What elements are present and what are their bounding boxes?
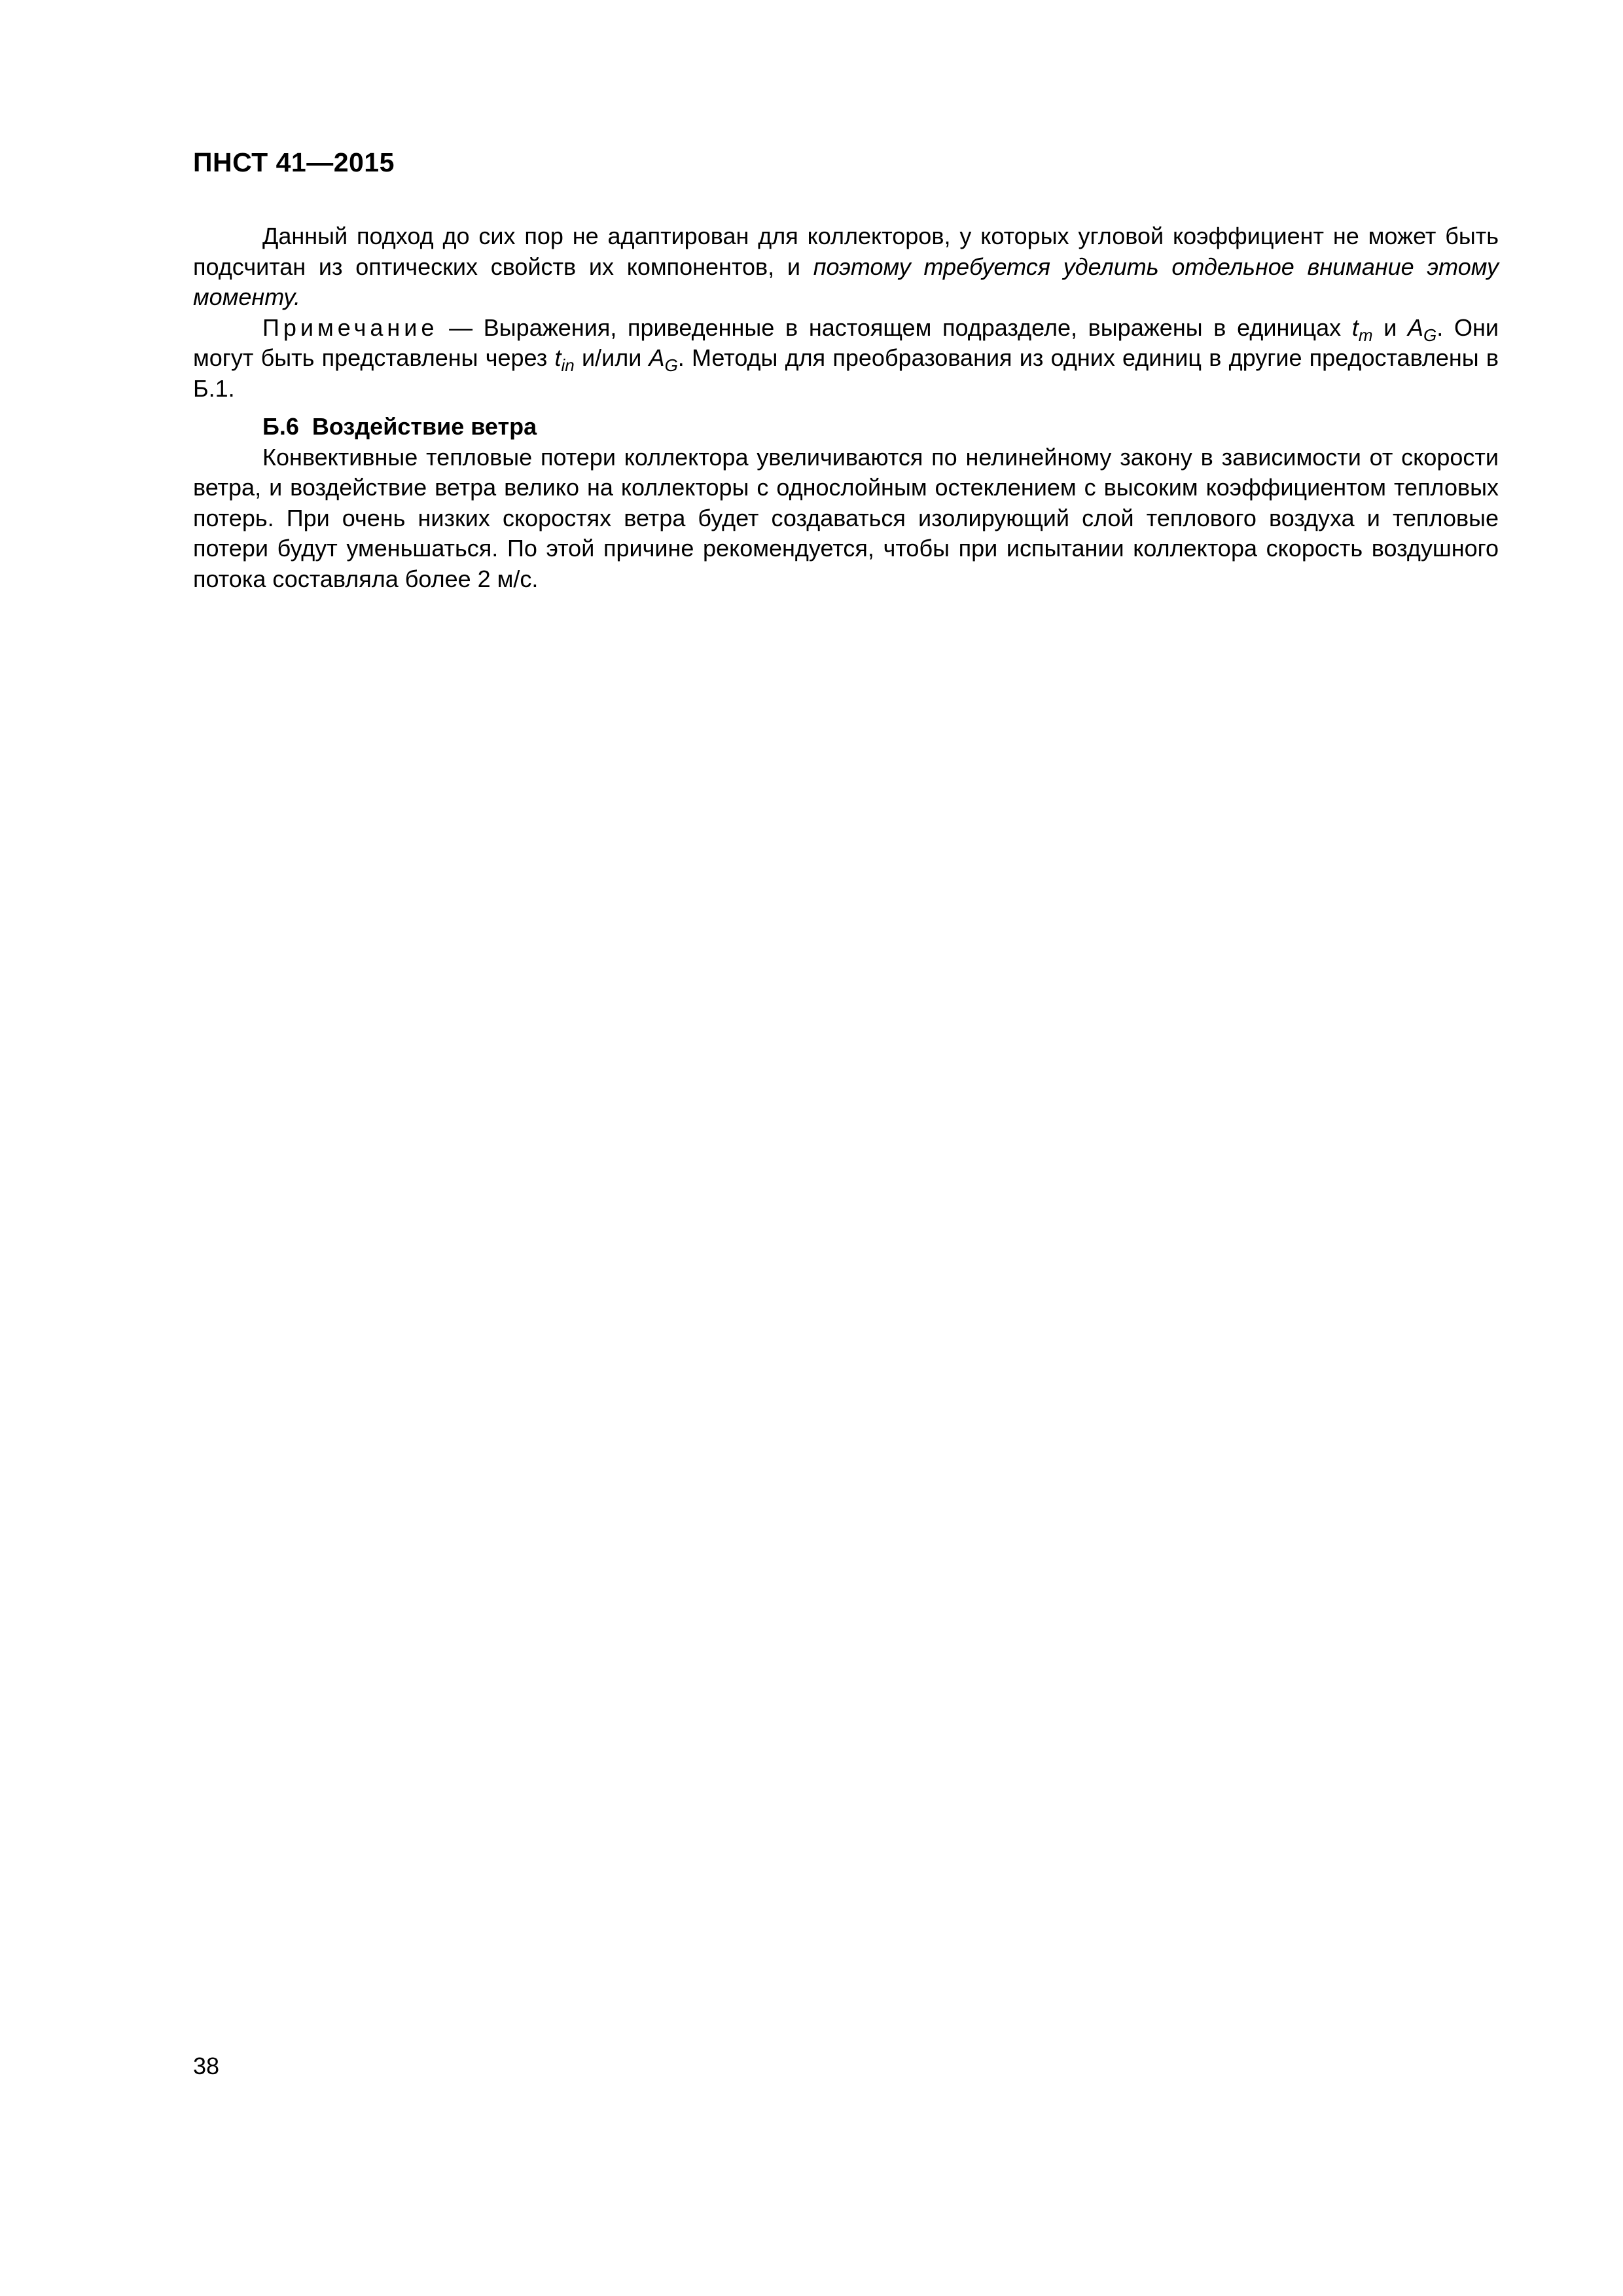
note-paragraph (193, 313, 1499, 404)
paragraph-adaptation-text: Данный подход до сих пор не адаптирован для коллекторов, у которых угловой коэффициент не может быть подсчитан из оптических свойств их компонентов, и (193, 223, 1499, 280)
note-variable-t-in: $t_{in}$ (554, 344, 575, 375)
note-dash: — (438, 314, 484, 341)
note-variable-a-g-2: $A_G$ (649, 344, 678, 375)
page-number: 38 (193, 2053, 220, 2079)
note-variable-t-m: $t_m$ (1351, 314, 1373, 345)
note-label: Примечание (262, 314, 438, 341)
note-text-1: Выражения, приведенные в настоящем подразделе, выражены в единицах (483, 314, 1352, 341)
paragraph-adaptation (193, 221, 1499, 313)
paragraph-adaptation-emphasis: поэтому требуется уделить отдельное внимание этому моменту. (193, 253, 1499, 310)
note-text-5: . Методы для преобразования из одних единиц в другие предоставлены в Б.1. (193, 344, 1499, 402)
note-text-2: и (1372, 314, 1408, 341)
section-heading (193, 412, 1499, 442)
page-content (193, 221, 1499, 594)
document-header: ПНСТ 41—2015 (193, 147, 395, 177)
section-title: Воздействие ветра (312, 413, 537, 440)
paragraph-wind: Конвективные тепловые потери коллектора увеличиваются по нелинейному закону в зависимости от скорости ветра, и воздействие ветра велико на коллекторы с однослойным остеклением с высоким коэффициентом тепловых потерь. При очень низких скоростях ветра будет создаваться изолирующий слой теплового воздуха и тепловые потери будут уменьшаться. По этой причине рекомендуется, чтобы при испытании коллектора скорость воздушного потока составляла более 2 м/с. (193, 443, 1499, 592)
section-number: Б.6 (262, 413, 299, 440)
note-text-3: . Они могут быть представлены через (193, 314, 1499, 371)
note-text-4: и/или (574, 344, 649, 371)
note-variable-a-g: $A_G$ (1408, 314, 1437, 345)
